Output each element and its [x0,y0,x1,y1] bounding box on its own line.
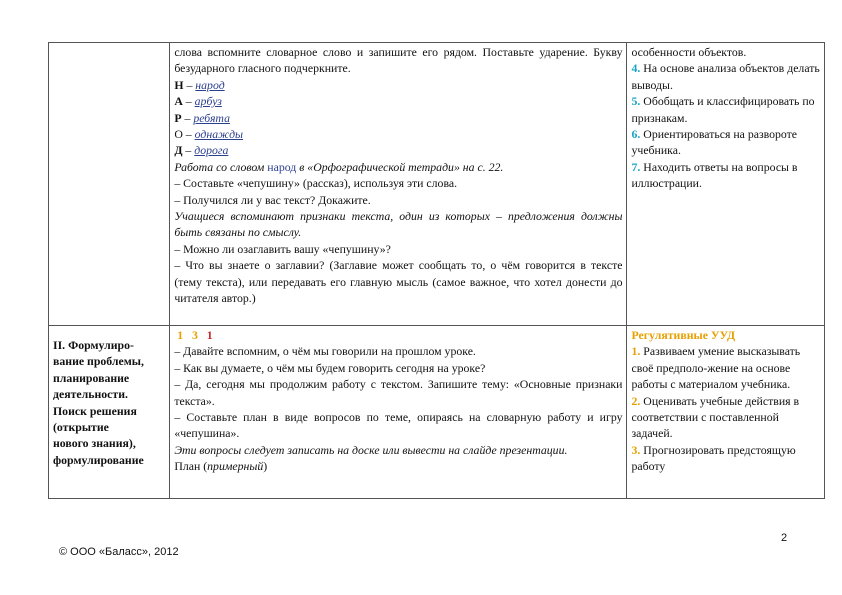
stage-cell [49,326,170,499]
stage-title [53,327,165,468]
uud-list [631,60,820,191]
students-note: Учащиеся вспоминают признаки текста, один из которых – предложения должны быть связаны по смыслу. [174,209,623,240]
activity-cell [170,326,627,499]
dictionary-word: дорога [194,143,229,158]
stage-title-line: Поиск решения [53,403,137,418]
uud-item-number: 3. [631,442,641,457]
table-row [49,43,825,326]
activity-cell [170,43,627,326]
word-dash: – [181,110,194,125]
word-dash: – [182,94,195,109]
page-number: 2 [781,532,788,544]
uud-item [631,343,820,392]
dictionary-word-row [174,77,622,93]
uud-item-text: Обобщать и классифицировать по признакам. [631,94,815,125]
dictionary-word-list [174,77,622,159]
teacher-line: – Составьте план в виде вопросов по теме, опираясь на словарную работу и игру «чепушина». [174,410,623,441]
uud-item [631,60,820,93]
word-letter: О [174,127,183,142]
uud-continuation: особенности объектов. [631,45,747,59]
stage-title-line: формулирование [53,452,144,467]
uud-cell [627,326,825,499]
dictionary-word: народ [195,77,225,92]
word-dash: – [182,127,195,142]
step-numbers [174,327,622,343]
uud-item-text: Оценивать учебные действия в соответствии с поставленной задачей. [631,393,800,441]
teacher-line: – Да, сегодня мы продолжим работу с текстом. Запишите тему: «Основные признаки текста». [174,377,623,408]
stage-cell-empty [49,43,170,326]
question-4: – Что вы знаете о заглавии? (Заглавие может сообщать то, о чём говорится в тексте (тему текста), или передавать его главную мысль (самое важное, что хотел донести до читателя автор.) [174,258,623,306]
dictionary-word-row [174,142,622,158]
dictionary-word: однажды [194,127,244,142]
lesson-table [48,42,825,499]
step-number: 3 [192,328,198,342]
uud-item-text: Прогнозировать предстоящую работу [631,442,796,474]
table-row [49,326,825,499]
uud-item [631,393,820,442]
uud-item-text: На основе анализа объектов делать выводы. [631,61,820,92]
stage-title-line: деятельности. [53,387,128,402]
uud-item-number: 4. [631,61,641,76]
uud-list [631,343,820,474]
uud-cell [627,43,825,326]
step-number: 1 [206,328,213,342]
intro-text: слова вспомните словарное слово и запишите его рядом. Поставьте ударение. Букву безударного гласного подчеркните. [174,45,623,76]
stage-title-line: вание проблемы, [53,354,144,369]
stage-title-line: (открытие [53,420,109,435]
question-1: – Составьте «чепушину» (рассказ), используя эти слова. [174,176,458,191]
work-instruction: Работа со словом народ в «Орфографической тетради» на с. 22. [174,159,504,174]
teacher-line: – Как вы думаете, о чём мы будем говорить сегодня на уроке? [174,360,486,375]
uud-item-number: 6. [631,127,641,142]
uud-item-number: 7. [631,159,641,174]
question-3: – Можно ли озаглавить вашу «чепушину»? [174,241,391,256]
uud-item-number: 1. [631,344,641,359]
stage-title-line: планирование [53,370,130,385]
word-dash: – [182,143,195,158]
uud-item [631,93,820,126]
word-letter: Д [174,143,183,158]
word-letter: Р [174,110,182,125]
dictionary-word: арбуз [194,94,222,109]
stage-title-line: нового знания), [53,436,136,451]
word-letter: Н [174,77,184,92]
uud-item [631,126,820,159]
uud-item [631,159,820,192]
uud-item-text: Находить ответы на вопросы в иллюстрации. [631,159,798,191]
uud-item-number: 5. [631,94,641,109]
uud-item-text: Развиваем умение высказывать своё предполо-жение на основе работы с материалом учебника. [631,344,801,392]
board-note: Эти вопросы следует записать на доске или вывести на слайде презентации. [174,442,568,457]
uud-heading: Регулятивные УУД [631,328,736,342]
step-number: 1 [177,328,184,342]
word-letter: А [174,94,183,109]
uud-item-number: 2. [631,393,641,408]
plan-line: План (примерный) [174,459,268,474]
uud-item [631,442,820,475]
uud-item-text: Ориентироваться на развороте учебника. [631,127,798,158]
dictionary-word-row [174,126,622,142]
copyright-footer: © ООО «Баласс», 2012 [59,546,179,558]
question-2: – Получился ли у вас текст? Докажите. [174,192,371,207]
teacher-line: – Давайте вспомним, о чём мы говорили на прошлом уроке. [174,344,476,359]
dictionary-word: ребята [193,110,230,125]
dictionary-word-row [174,110,622,126]
word-dash: – [183,77,196,92]
dictionary-word-row [174,93,622,109]
stage-title-line: II. Формулиро- [53,338,134,352]
